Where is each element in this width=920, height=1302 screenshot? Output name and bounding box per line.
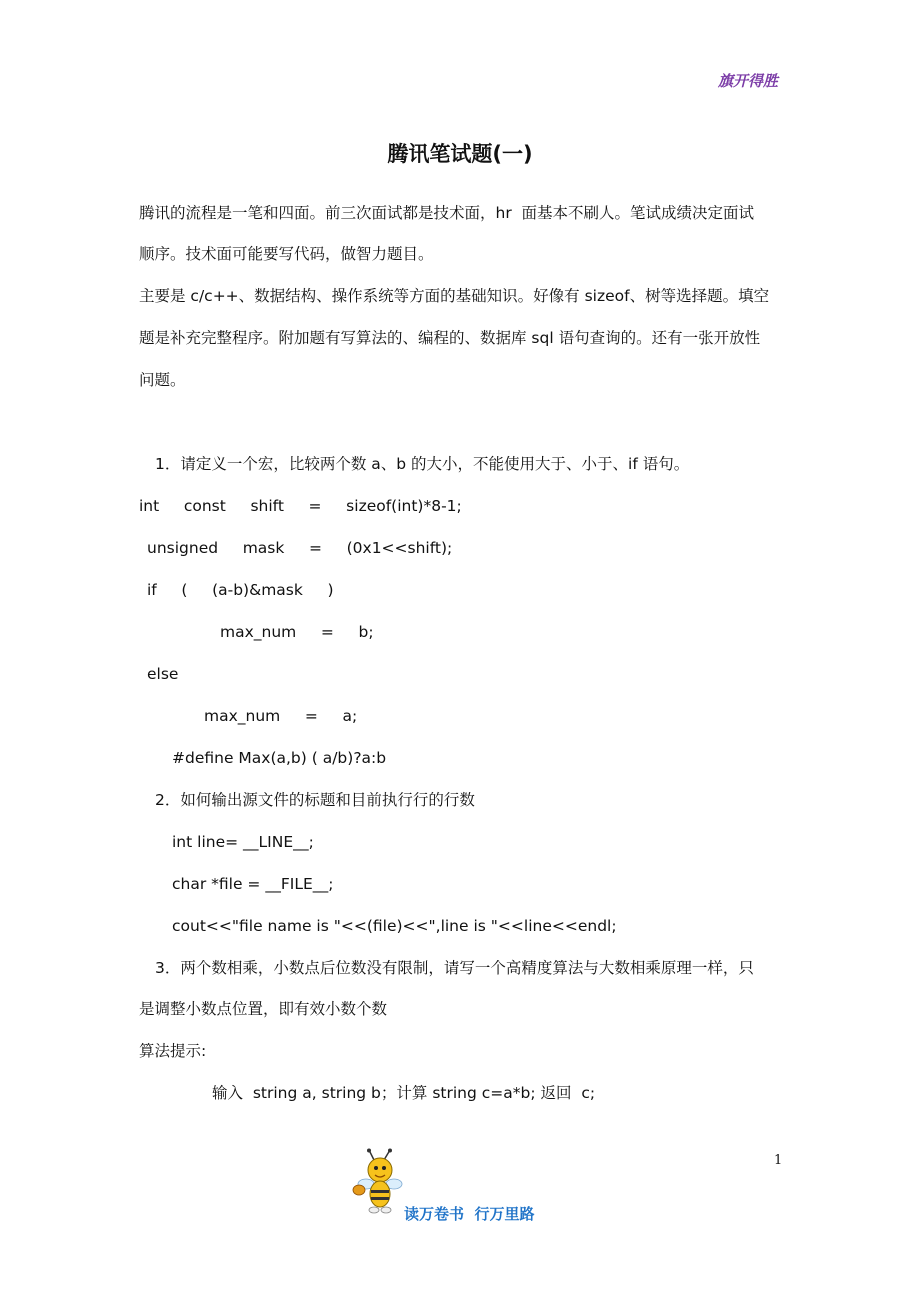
page-number: 1 bbox=[774, 1153, 783, 1168]
question-3-line-1: 3．两个数相乘，小数点后位数没有限制，请写一个高精度算法与大数相乘原理一样，只 bbox=[155, 959, 754, 977]
bee-mascot-icon bbox=[350, 1148, 410, 1220]
code-line: int const shift = sizeof(int)*8-1; bbox=[139, 497, 462, 515]
question-1: 1．请定义一个宏，比较两个数 a、b 的大小，不能使用大于、小于、if 语句。 bbox=[155, 455, 690, 473]
code-line: cout<<"file name is "<<(file)<<",line is "<<line<<endl; bbox=[172, 917, 617, 935]
intro-line-1: 腾讯的流程是一笔和四面。前三次面试都是技术面，hr 面基本不刷人。笔试成绩决定面试 bbox=[139, 204, 755, 222]
algorithm-hint: 输入 string a, string b；计算 string c=a*b; 返回 c; bbox=[212, 1084, 596, 1102]
code-line: char *file = __FILE__; bbox=[172, 875, 334, 893]
intro-line-3: 主要是 c/c++、数据结构、操作系统等方面的基础知识。好像有 sizeof、树等选择题。填空 bbox=[139, 287, 770, 305]
footer-slogan: 读万卷书 行万里路 bbox=[404, 1205, 535, 1223]
question-2: 2．如何输出源文件的标题和目前执行行的行数 bbox=[155, 791, 475, 809]
code-line: if ( (a-b)&mask ) bbox=[147, 581, 334, 599]
code-line: #define Max(a,b) ( a/b)?a:b bbox=[172, 749, 387, 767]
algorithm-hint-label: 算法提示: bbox=[139, 1042, 207, 1060]
code-line: max_num = a; bbox=[204, 707, 358, 725]
code-line: unsigned mask = (0x1<<shift); bbox=[147, 539, 453, 557]
header-brand-mark: 旗开得胜 bbox=[718, 72, 779, 90]
intro-line-4: 题是补充完整程序。附加题有写算法的、编程的、数据库 sql 语句查询的。还有一张开放性 bbox=[139, 329, 761, 347]
question-3-line-2: 是调整小数点位置，即有效小数个数 bbox=[139, 1000, 388, 1018]
intro-line-5: 问题。 bbox=[139, 371, 186, 389]
code-line: max_num = b; bbox=[220, 623, 374, 641]
code-line: int line= __LINE__; bbox=[172, 833, 314, 851]
intro-line-2: 顺序。技术面可能要写代码，做智力题目。 bbox=[139, 245, 434, 263]
page-title: 腾讯笔试题(一) bbox=[387, 142, 533, 166]
code-line: else bbox=[147, 665, 179, 683]
